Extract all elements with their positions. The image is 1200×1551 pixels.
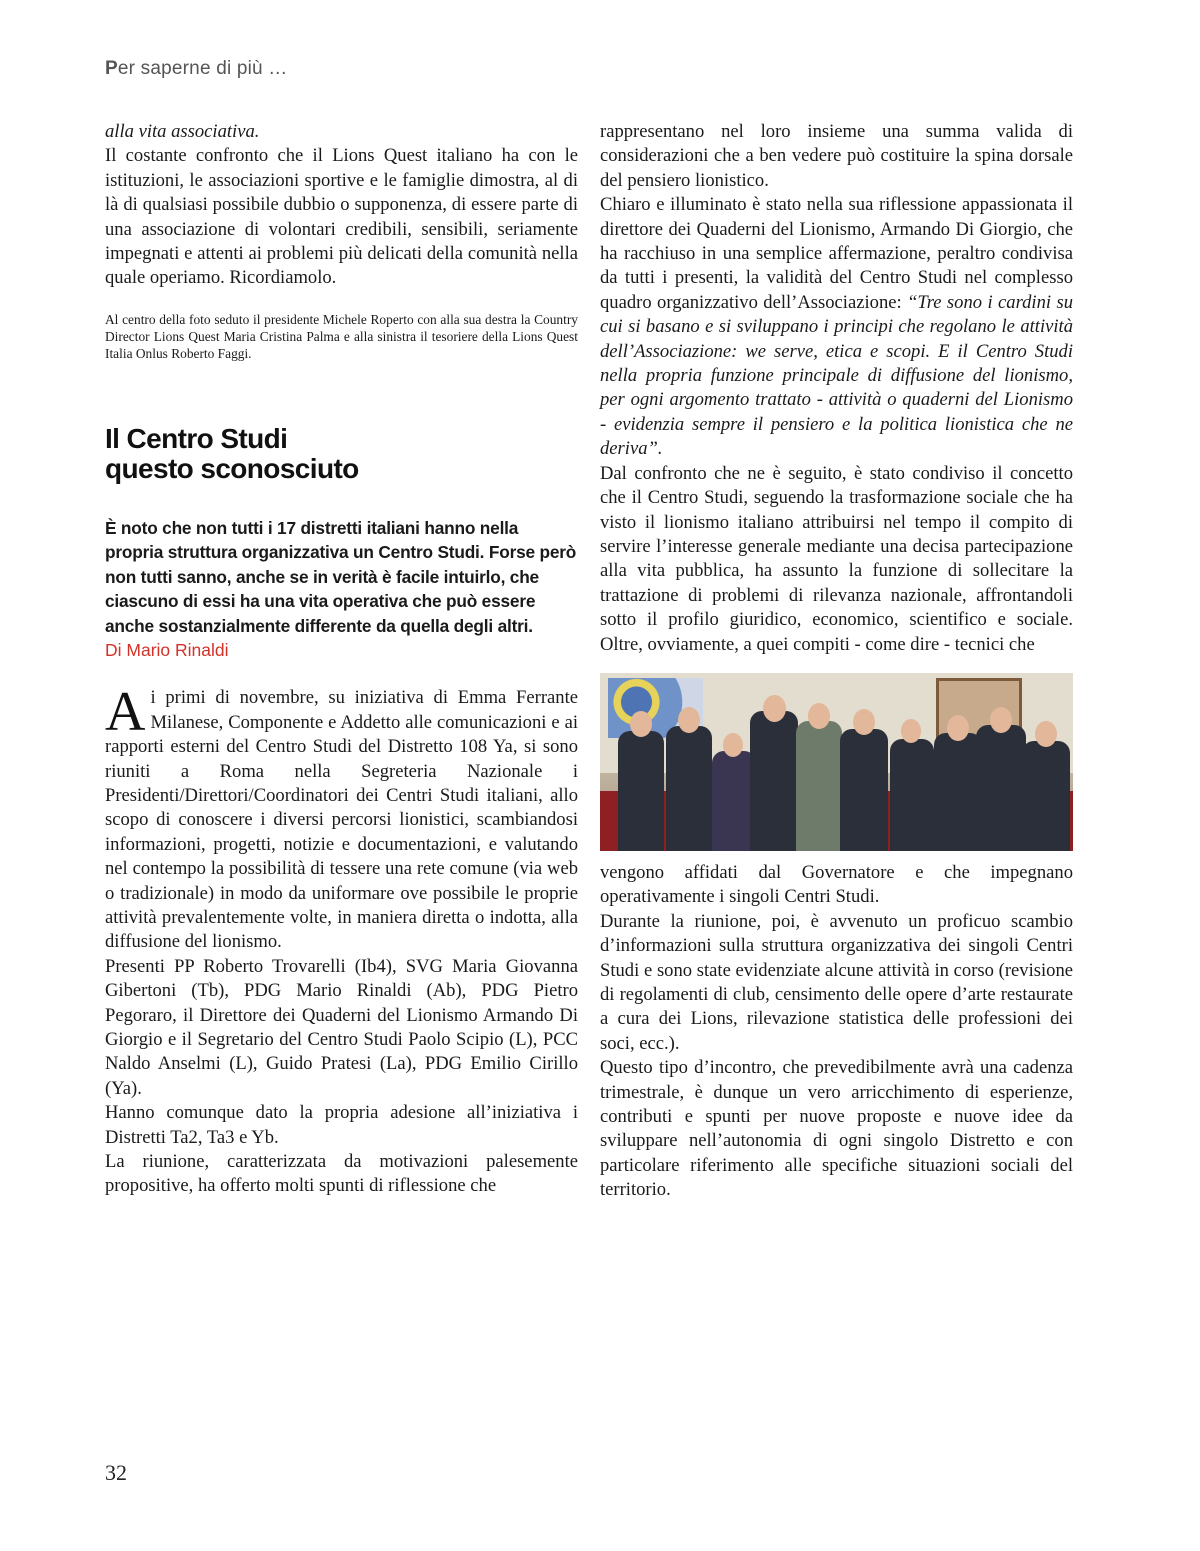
group-photo: [600, 673, 1073, 851]
headline-line-2: questo sconosciuto: [105, 452, 359, 484]
director-quote: “Tre sono i cardini su cui si basano e si sviluppano i principi che regolano le attività dell’Associazione: we serve, etica e scopi. E il Centro Studi nella propria funzione principale di diffusione del lionismo, per ogni argomento trattato - attività o quaderni del Lionismo - evidenzia sempre il pensiero e la politica lionistica che ne deriva”.: [600, 291, 1073, 460]
photo-person: [976, 725, 1026, 851]
photo-person: [750, 711, 798, 851]
photo-head: [901, 719, 921, 743]
right-column: [600, 120, 1073, 1203]
right-paragraph-3: Dal confronto che ne è seguito, è stato condiviso il concetto che il Centro Studi, seguendo la trasformazione sociale che ha visto il lionismo italiano attribuirsi nel tempo il compito di servire l’interesse generale mediante una decisa partecipazione alla vita pubblica, ha assunto la funzione di sollecitare la trattazione di problemi di rilevanza nazionale, affrontandoli sotto il profilo giuridico, economico, scientifico e sociale. Oltre, ovviamente, a quei compiti - come dire - tecnici che: [600, 462, 1073, 655]
photo-head: [1035, 721, 1057, 747]
photo-person: [796, 721, 842, 851]
photo-head: [678, 707, 700, 733]
photo-person: [1022, 741, 1070, 851]
photo-person: [840, 729, 888, 851]
photo-caption: Al centro della foto seduto il presidente Michele Roperto con alla sua destra la Country Director Lions Quest Maria Cristina Palma e alla sinistra il tesoriere della Lions Quest Italia Onlus Roberto Faggi.: [105, 311, 578, 361]
photo-head: [808, 703, 830, 729]
photo-head: [763, 695, 786, 722]
photo-person: [934, 733, 982, 851]
intro-italic: alla vita associativa.: [105, 121, 260, 142]
left-column: [105, 120, 578, 1199]
standfirst: È noto che non tutti i 17 distretti italiani hanno nella propria struttura organizzativa un Centro Studi. Forse però non tutti sanno, anche se in verità è facile intuirlo, che ciascuno di essi ha una vita operativa che può essere anche sostanzialmente differente da quella degli altri.: [105, 517, 577, 636]
byline: Di Mario Rinaldi: [105, 640, 229, 661]
photo-person: [666, 726, 712, 851]
right-paragraph-2: [600, 193, 1073, 461]
body-paragraph-1-text: i primi di novembre, su iniziativa di Emma Ferrante Milanese, Componente e Addetto alle comunicazioni e ai rapporti esterni del Centro Studi del Distretto 108 Ya, si sono riuniti a Roma nella Segreteria Nazionale i Presidenti/Direttori/Coordinatori dei Centri Studi italiani, allo scopo di conoscere i diversi percorsi lionistici, scambiandosi informazioni, progetti, notizie e documentazioni, e valutando nel contempo la possibilità di tessere una rete comune (via web o tradizionale) in modo da uniformare ove possibile le proprie attività prevalentemente volte, in maniera diretta o indotta, alla diffusione del lionismo.: [105, 687, 578, 953]
headline-line-1: Il Centro Studi: [105, 422, 288, 454]
running-head-initial: P: [105, 58, 118, 79]
running-head: [105, 58, 288, 80]
body-paragraph-2: Presenti PP Roberto Trovarelli (Ib4), SVG Maria Giovanna Gibertoni (Tb), PDG Mario Rinaldi (Ab), PDG Pietro Pegoraro, il Direttore dei Quaderni del Lionismo Armando Di Giorgio e il Segretario del Centro Studi Paolo Scipio (L), PCC Naldo Anselmi (L), Guido Pratesi (La), PDG Emilio Cirillo (Ya).: [105, 955, 578, 1099]
right-paragraph-5: Durante la riunione, poi, è avvenuto un proficuo scambio d’informazioni sulla struttura organizzativa dei singoli Centri Studi e sono state evidenziate alcune attività in corso (revisione di regolamenti di club, censimento delle opere d’arte restaurate a cura dei Lions, rilevazione statistica delle professioni dei soci, ecc.).: [600, 910, 1073, 1054]
right-paragraph-4: vengono affidati dal Governatore e che impegnano operativamente i singoli Centri Studi.: [600, 861, 1073, 908]
photo-head: [630, 711, 652, 737]
photo-head: [947, 715, 969, 741]
intro-paragraph: Il costante confronto che il Lions Quest italiano ha con le istituzioni, le associazioni sportive e le famiglie dimostra, al di là di qualsiasi possibile dubbio o supponenza, di essere parte di una associazione di volontari credibili, sensibili, seriamente impegnati e attenti ai problemi più delicati della comunità nella quale operiamo. Ricordiamolo.: [105, 145, 578, 289]
article-headline: [105, 424, 578, 484]
page-number: 32: [105, 1460, 127, 1485]
photo-head: [723, 733, 743, 757]
drop-cap: A: [105, 681, 146, 744]
photo-person: [618, 731, 664, 851]
running-head-text: er saperne di più …: [117, 58, 288, 79]
photo-head: [990, 707, 1012, 733]
body-paragraph-3: Hanno comunque dato la propria adesione all’iniziativa i Distretti Ta2, Ta3 e Yb.: [105, 1102, 578, 1148]
right-paragraph-2-lead: Chiaro e illuminato è stato nella sua riflessione appassionata il direttore dei Quaderni del Lionismo, Armando Di Giorgio, che ha racchiuso in una semplice affermazione, peraltro condivisa da tutti i presenti, la validità del Centro Studi nel complesso quadro organizzativo dell’Associazione:: [600, 194, 1073, 313]
photo-head: [853, 709, 875, 735]
body-paragraph-1: [105, 681, 578, 954]
body-paragraph-4: La riunione, caratterizzata da motivazioni palesemente propositive, ha offerto molti spunti di riflessione che: [105, 1151, 578, 1197]
right-paragraph-1: rappresentano nel loro insieme una summa valida di considerazioni che a ben vedere può costituire la spina dorsale del pensiero lionistico.: [600, 121, 1073, 191]
right-paragraph-6: Questo tipo d’incontro, che prevedibilmente avrà una cadenza trimestrale, è dunque un vero arricchimento di esperienze, contributi e spunti per nuove proposte e nuove idee da sviluppare nell’autonomia di ogni singolo Distretto e con particolare riferimento alle specifiche situazioni sociali del territorio.: [600, 1057, 1073, 1201]
photo-person: [890, 739, 934, 851]
